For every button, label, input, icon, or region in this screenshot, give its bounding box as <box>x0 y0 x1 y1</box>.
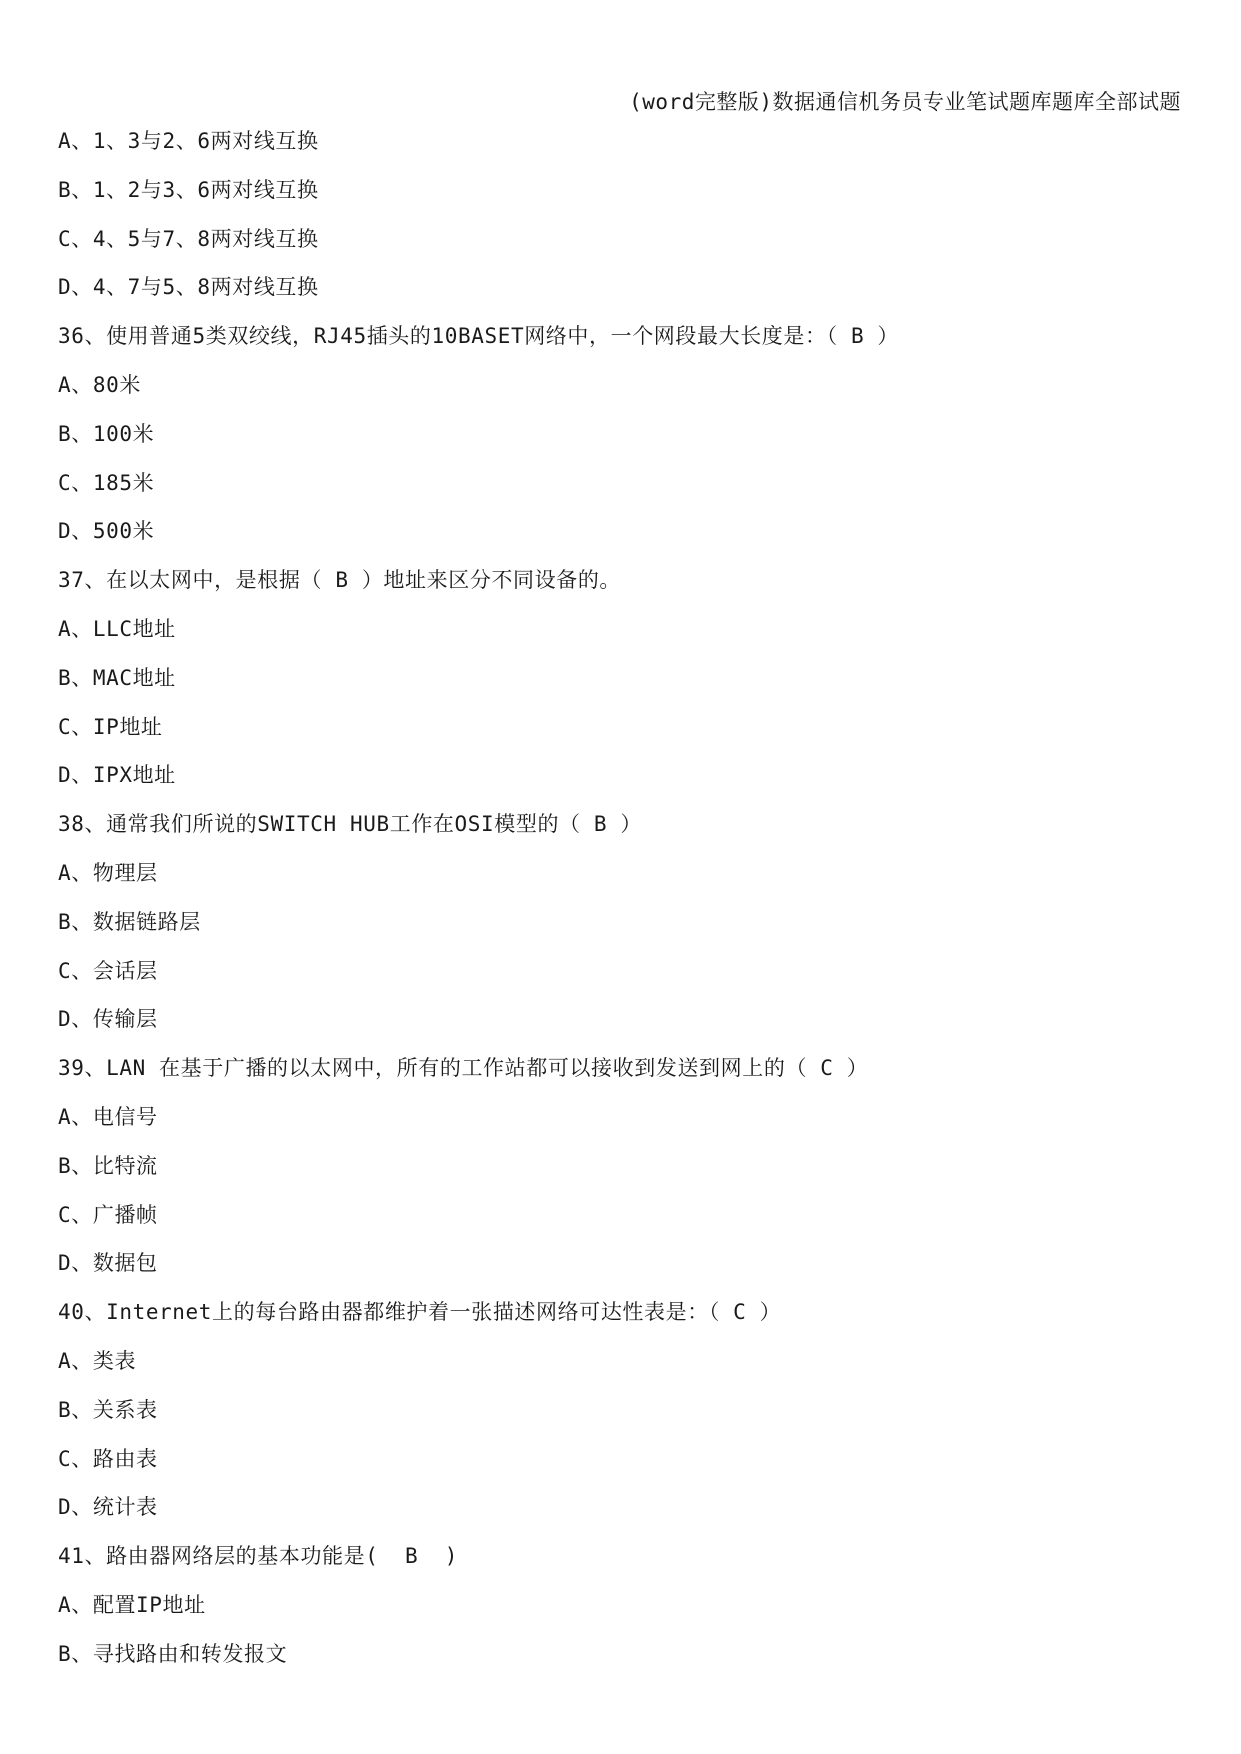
option-line: D、500米 <box>58 519 155 544</box>
option-line: C、路由表 <box>58 1446 158 1471</box>
option-line: B、寻找路由和转发报文 <box>58 1641 288 1666</box>
option-line: D、IPX地址 <box>58 763 176 788</box>
question-line: 37、在以太网中，是根据（ B ）地址来区分不同设备的。 <box>58 568 622 593</box>
document-body <box>58 126 1178 1688</box>
question-line: 40、Internet上的每台路由器都维护着一张描述网络可达性表是：（ C ） <box>58 1300 782 1325</box>
option-line: C、185米 <box>58 470 155 495</box>
option-line: A、LLC地址 <box>58 616 176 641</box>
option-line: D、统计表 <box>58 1495 158 1520</box>
option-line: B、MAC地址 <box>58 665 176 690</box>
option-line: C、会话层 <box>58 958 158 983</box>
option-line: D、传输层 <box>58 1007 158 1032</box>
question-line: 36、使用普通5类双绞线，RJ45插头的10BASET网络中，一个网段最大长度是：（ B ） <box>58 324 900 349</box>
option-line: A、80米 <box>58 372 141 397</box>
option-line: B、100米 <box>58 421 155 446</box>
option-line: B、数据链路层 <box>58 909 201 934</box>
question-line: 41、路由器网络层的基本功能是( B ) <box>58 1544 458 1569</box>
option-line: A、物理层 <box>58 860 158 885</box>
option-line: D、4、7与5、8两对线互换 <box>58 275 319 300</box>
question-line: 39、LAN 在基于广播的以太网中，所有的工作站都可以接收到发送到网上的（ C ） <box>58 1056 869 1081</box>
option-line: D、数据包 <box>58 1251 158 1276</box>
option-line: B、关系表 <box>58 1397 158 1422</box>
option-line: C、广播帧 <box>58 1202 158 1227</box>
option-line: A、配置IP地址 <box>58 1592 206 1617</box>
option-line: B、比特流 <box>58 1153 158 1178</box>
option-line: A、电信号 <box>58 1104 158 1129</box>
option-line: C、4、5与7、8两对线互换 <box>58 226 319 251</box>
option-line: A、1、3与2、6两对线互换 <box>58 129 319 153</box>
question-line: 38、通常我们所说的SWITCH HUB工作在OSI模型的（ B ） <box>58 812 642 837</box>
option-line: A、类表 <box>58 1348 137 1373</box>
option-line: C、IP地址 <box>58 714 163 739</box>
option-line: B、1、2与3、6两对线互换 <box>58 177 319 202</box>
document-header-title: (word完整版)数据通信机务员专业笔试题库题库全部试题 <box>629 90 1181 114</box>
